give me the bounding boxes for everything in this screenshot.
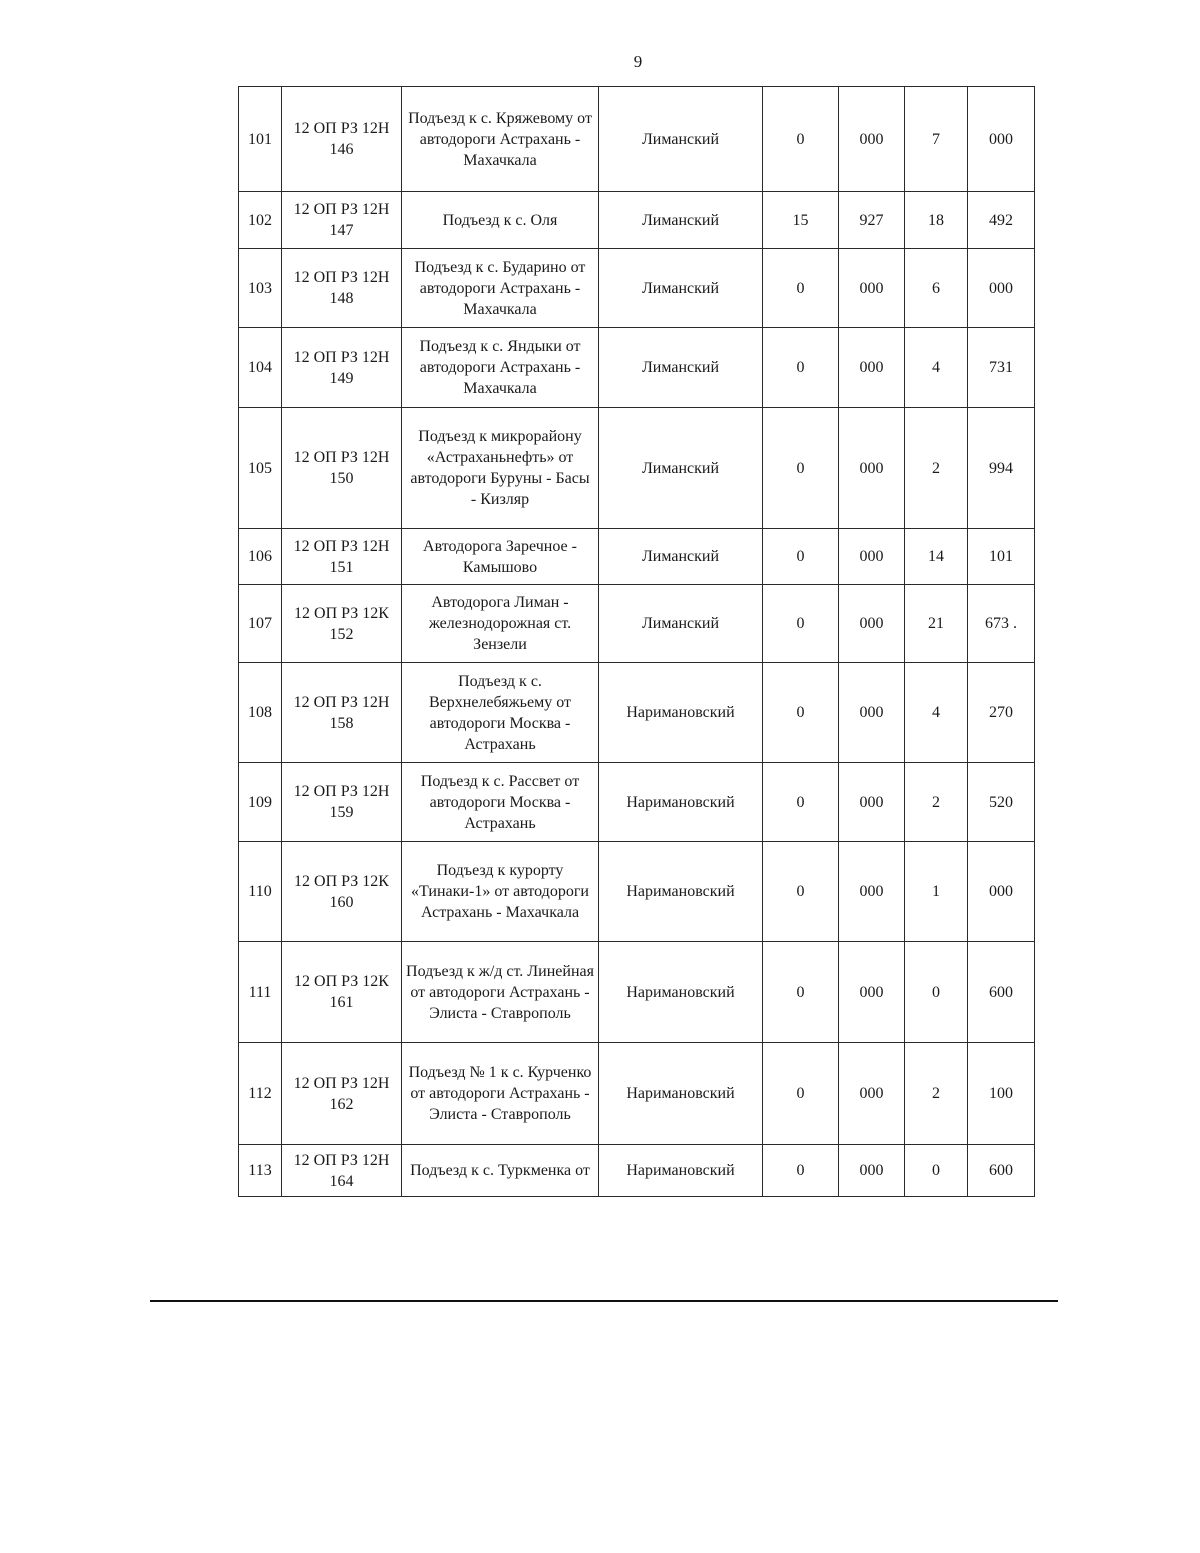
row-number: 101: [239, 87, 282, 192]
row-number: 104: [239, 328, 282, 408]
end-km: 4: [905, 328, 968, 408]
road-code: 12 ОП РЗ 12Н 151: [282, 529, 402, 585]
end-m: 520: [968, 763, 1035, 842]
start-km: 0: [763, 1145, 839, 1197]
start-km: 0: [763, 408, 839, 529]
start-km: 0: [763, 763, 839, 842]
road-name: Подъезд к с. Туркменка от: [402, 1145, 599, 1197]
end-km: 18: [905, 192, 968, 249]
district-name: Наримановский: [599, 1043, 763, 1145]
district-name: Лиманский: [599, 408, 763, 529]
road-code: 12 ОП РЗ 12К 161: [282, 942, 402, 1043]
road-code: 12 ОП РЗ 12Н 147: [282, 192, 402, 249]
start-m: 000: [839, 87, 905, 192]
district-name: Наримановский: [599, 763, 763, 842]
row-number: 105: [239, 408, 282, 529]
table-row: [239, 585, 1035, 663]
end-m: 600: [968, 1145, 1035, 1197]
district-name: Лиманский: [599, 192, 763, 249]
table-row: [239, 842, 1035, 942]
end-m: 000: [968, 249, 1035, 328]
table-row: [239, 663, 1035, 763]
road-name: Автодорога Заречное - Камышово: [402, 529, 599, 585]
table-row: [239, 763, 1035, 842]
start-m: 000: [839, 249, 905, 328]
district-name: Лиманский: [599, 529, 763, 585]
row-number: 112: [239, 1043, 282, 1145]
road-code: 12 ОП РЗ 12Н 149: [282, 328, 402, 408]
end-km: 7: [905, 87, 968, 192]
end-m: 101: [968, 529, 1035, 585]
road-code: 12 ОП РЗ 12К 160: [282, 842, 402, 942]
table-row: [239, 328, 1035, 408]
start-km: 0: [763, 249, 839, 328]
road-code: 12 ОП РЗ 12Н 162: [282, 1043, 402, 1145]
road-code: 12 ОП РЗ 12Н 158: [282, 663, 402, 763]
road-code: 12 ОП РЗ 12Н 148: [282, 249, 402, 328]
end-m: 100: [968, 1043, 1035, 1145]
end-m: 492: [968, 192, 1035, 249]
start-km: 15: [763, 192, 839, 249]
start-km: 0: [763, 663, 839, 763]
start-m: 000: [839, 328, 905, 408]
end-km: 6: [905, 249, 968, 328]
end-km: 1: [905, 842, 968, 942]
table-row: [239, 249, 1035, 328]
end-km: 2: [905, 408, 968, 529]
road-name: Подъезд № 1 к с. Курченко от автодороги Астрахань - Элиста - Ставрополь: [402, 1043, 599, 1145]
start-m: 000: [839, 1145, 905, 1197]
bottom-divider: [150, 1300, 1058, 1302]
end-km: 2: [905, 1043, 968, 1145]
start-m: 000: [839, 408, 905, 529]
end-m: 673 .: [968, 585, 1035, 663]
start-km: 0: [763, 529, 839, 585]
road-name: Подъезд к с. Рассвет от автодороги Москва - Астрахань: [402, 763, 599, 842]
roads-table: [238, 86, 1035, 1197]
district-name: Лиманский: [599, 87, 763, 192]
road-code: 12 ОП РЗ 12Н 159: [282, 763, 402, 842]
district-name: Лиманский: [599, 249, 763, 328]
row-number: 113: [239, 1145, 282, 1197]
start-m: 000: [839, 942, 905, 1043]
start-m: 000: [839, 585, 905, 663]
start-km: 0: [763, 842, 839, 942]
road-name: Подъезд к с. Оля: [402, 192, 599, 249]
district-name: Наримановский: [599, 942, 763, 1043]
start-m: 000: [839, 842, 905, 942]
end-km: 21: [905, 585, 968, 663]
road-code: 12 ОП РЗ 12Н 146: [282, 87, 402, 192]
start-km: 0: [763, 585, 839, 663]
table-row: [239, 192, 1035, 249]
road-name: Подъезд к с. Кряжевому от автодороги Астрахань - Махачкала: [402, 87, 599, 192]
table-row: [239, 529, 1035, 585]
page-number: 9: [633, 52, 643, 71]
row-number: 109: [239, 763, 282, 842]
end-km: 4: [905, 663, 968, 763]
start-km: 0: [763, 328, 839, 408]
table-row: [239, 1043, 1035, 1145]
table-row: [239, 1145, 1035, 1197]
row-number: 110: [239, 842, 282, 942]
road-name: Подъезд к с. Верхнелебяжьему от автодороги Москва - Астрахань: [402, 663, 599, 763]
end-m: 000: [968, 842, 1035, 942]
district-name: Наримановский: [599, 663, 763, 763]
start-km: 0: [763, 942, 839, 1043]
row-number: 103: [239, 249, 282, 328]
road-name: Подъезд к курорту «Тинаки-1» от автодороги Астрахань - Махачкала: [402, 842, 599, 942]
table-row: [239, 408, 1035, 529]
start-m: 000: [839, 663, 905, 763]
row-number: 106: [239, 529, 282, 585]
row-number: 107: [239, 585, 282, 663]
row-number: 111: [239, 942, 282, 1043]
road-name: Подъезд к с. Бударино от автодороги Астрахань - Махачкала: [402, 249, 599, 328]
start-m: 000: [839, 529, 905, 585]
road-name: Подъезд к микрорайону «Астраханьнефть» от автодороги Буруны - Басы - Кизляр: [402, 408, 599, 529]
table-row: [239, 942, 1035, 1043]
district-name: Лиманский: [599, 585, 763, 663]
start-km: 0: [763, 87, 839, 192]
start-km: 0: [763, 1043, 839, 1145]
row-number: 102: [239, 192, 282, 249]
end-km: 0: [905, 1145, 968, 1197]
end-m: 731: [968, 328, 1035, 408]
start-m: 000: [839, 763, 905, 842]
end-m: 000: [968, 87, 1035, 192]
end-m: 600: [968, 942, 1035, 1043]
table-row: [239, 87, 1035, 192]
district-name: Наримановский: [599, 1145, 763, 1197]
end-km: 0: [905, 942, 968, 1043]
start-m: 927: [839, 192, 905, 249]
table-body: [239, 87, 1035, 1197]
road-code: 12 ОП РЗ 12Н 164: [282, 1145, 402, 1197]
road-name: Подъезд к с. Яндыки от автодороги Астрахань - Махачкала: [402, 328, 599, 408]
district-name: Лиманский: [599, 328, 763, 408]
end-km: 2: [905, 763, 968, 842]
road-code: 12 ОП РЗ 12К 152: [282, 585, 402, 663]
road-code: 12 ОП РЗ 12Н 150: [282, 408, 402, 529]
row-number: 108: [239, 663, 282, 763]
district-name: Наримановский: [599, 842, 763, 942]
end-m: 994: [968, 408, 1035, 529]
road-name: Автодорога Лиман - железнодорожная ст. Зензели: [402, 585, 599, 663]
end-m: 270: [968, 663, 1035, 763]
end-km: 14: [905, 529, 968, 585]
road-name: Подъезд к ж/д ст. Линейная от автодороги Астрахань - Элиста - Ставрополь: [402, 942, 599, 1043]
start-m: 000: [839, 1043, 905, 1145]
